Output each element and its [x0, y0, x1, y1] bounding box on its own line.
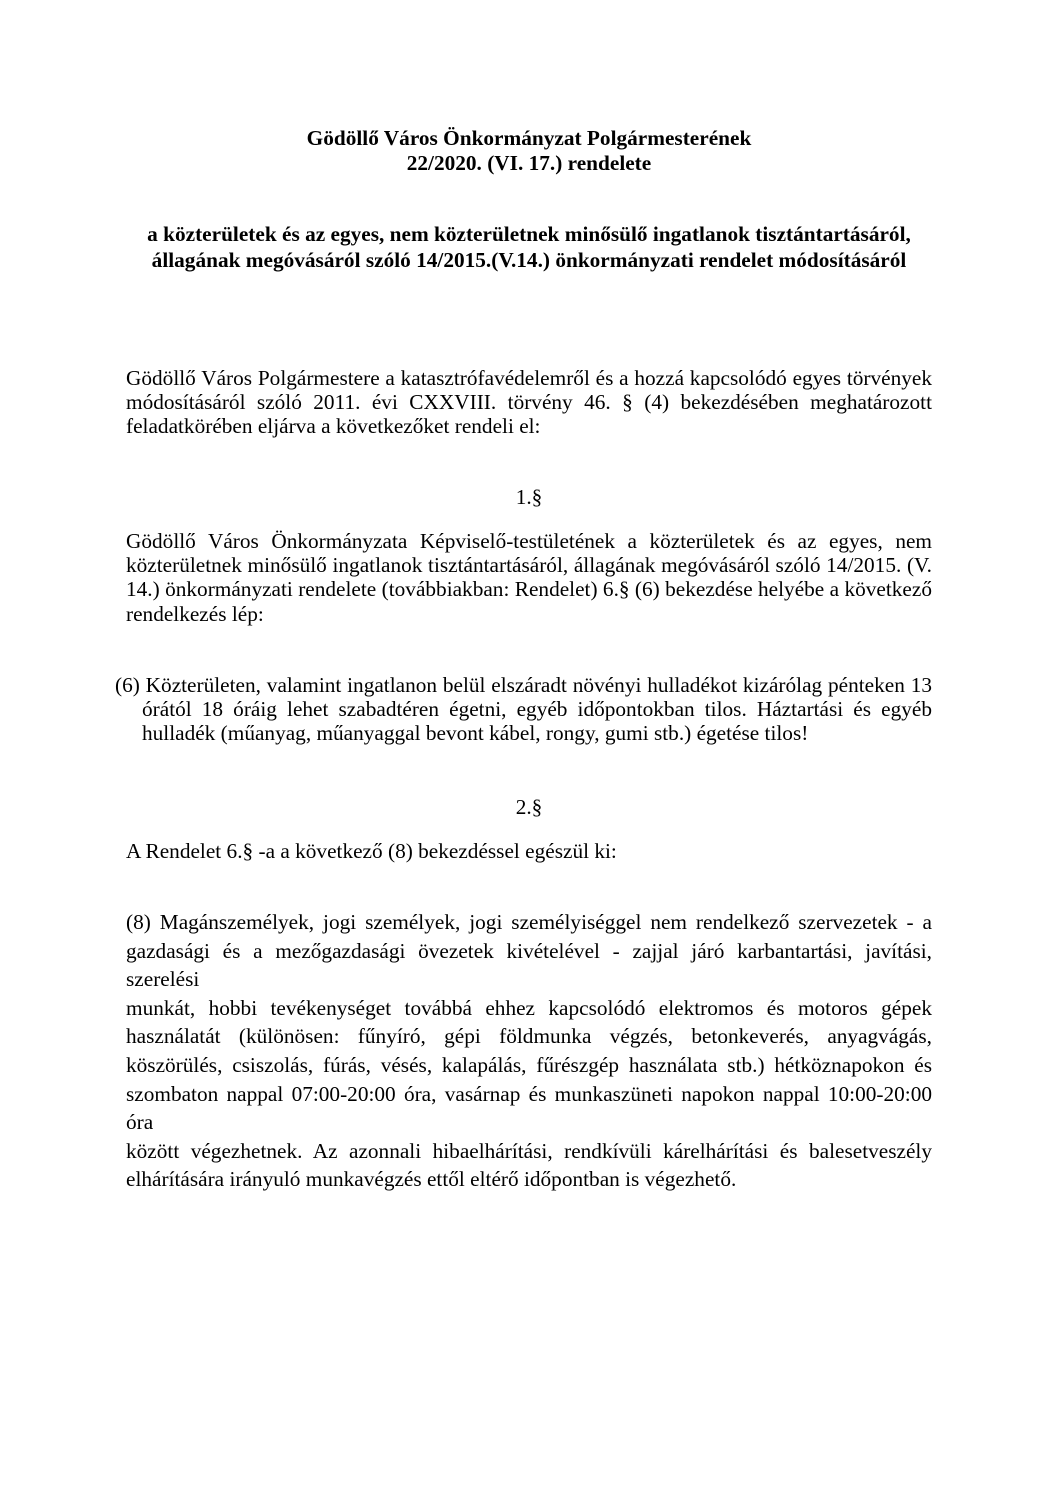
- document-title: Gödöllő Város Önkormányzat Polgármesterének 22/2020. (VI. 17.) rendelete: [306, 126, 752, 175]
- clause-6-paragraph: (6) Közterületen, valamint ingatlanon belül elszáradt növényi hulladékot kizárólag pénteken 13 órától 18 óráig lehet szabadtéren égetni, egyéb időpontokban tilos. Háztartási és egyéb hulladék (műanyag, műanyaggal bevont kábel, rongy, gumi stb.) égetése tilos!: [115, 673, 932, 746]
- section-2-intro-line: A Rendelet 6.§ -a a következő (8) bekezdéssel egészül ki:: [126, 839, 617, 863]
- clause-8-paragraph: (8) Magánszemélyek, jogi személyek, jogi személyiséggel nem rendelkező szervezetek - a gazdasági és a mezőgazdasági övezetek kivételével - zajjal járó karbantartási, javítási, szerelési munkát, hobbi tevékenységet továbbá ehhez kapcsolódó elektromos és motoros gépek használatát (különösen: fűnyíró, gépi földmunka végzés, betonkeverés, anyagvágás, köszörülés, csiszolás, fúrás, vésés, kalapálás, fűrészgép használata stb.) hétköznapokon és szombaton nappal 07:00-20:00 óra, vasárnap és munkaszüneti napokon nappal 10:00-20:00 óra között végezhetnek. Az azonnali hibaelhárítási, rendkívüli kárelhárítási és balesetveszély elhárítására irányuló munkavégzés ettől eltérő időpontban is végezhető.: [126, 910, 932, 1192]
- document-subtitle: a közterületek és az egyes, nem közterületnek minősülő ingatlanok tisztántartásáról, állagának megóvásáról szóló 14/2015.(V.14.) önkormányzati rendelet módosításáról: [147, 222, 911, 272]
- section-1-body-paragraph: Gödöllő Város Önkormányzata Képviselő-testületének a közterületek és az egyes, nem közterületnek minősülő ingatlanok tisztántartásáról, állagának megóvásáról szóló 14/2015. (V. 14.) önkormányzati rendelete (továbbiakban: Rendelet) 6.§ (6) bekezdése helyébe a következő rendelkezés lép:: [126, 529, 932, 626]
- preamble-paragraph: Gödöllő Város Polgármestere a katasztrófavédelemről és a hozzá kapcsolódó egyes törvények módosításáról szóló 2011. évi CXXVIII. törvény 46. § (4) bekezdésében meghatározott feladatkörében eljárva a következőket rendeli el:: [126, 366, 932, 439]
- section-1-heading: 1.§: [515, 485, 543, 509]
- section-2-heading: 2.§: [515, 795, 543, 819]
